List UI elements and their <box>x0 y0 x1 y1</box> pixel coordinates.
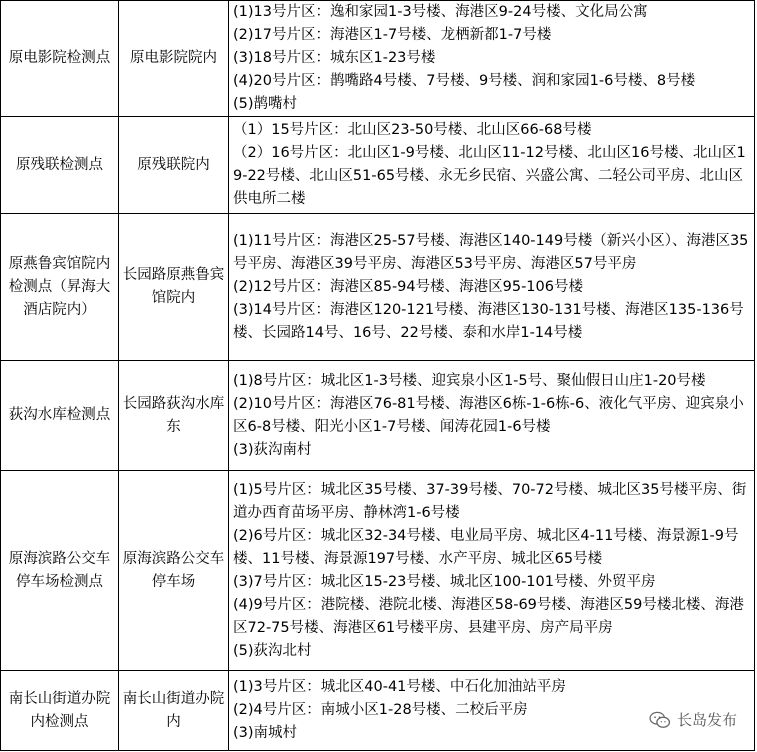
table-row <box>1 117 755 214</box>
area-list <box>229 471 755 671</box>
table-row <box>1 361 755 471</box>
site-name: 原残联检测点 <box>1 117 119 214</box>
area-list <box>229 117 755 214</box>
area-item: （1）15号片区：北山区23-50号楼、北山区66-68号楼 <box>233 122 592 138</box>
area-item: (3)14号片区：海港区120-121号楼、海港区130-131号楼、海港区135-136号楼、长园路14号、16号、22号楼、泰和水岸1-14号楼 <box>233 301 744 341</box>
watermark <box>647 709 739 730</box>
table-row <box>1 671 755 751</box>
site-name: 原海滨路公交车停车场检测点 <box>1 471 119 671</box>
area-item: (1)13号片区：逸和家园1-3号楼、海港区9-24号楼、文化局公寓 <box>233 4 648 20</box>
area-list <box>229 214 755 361</box>
area-item: (2)10号片区：海港区76-81号楼、海港区6栋-1-6栋-6、液化气平房、迎宾泉小区6-8号楼、阳光小区1-7号楼、闻涛花园1-6号楼 <box>233 395 744 435</box>
site-name: 荻沟水库检测点 <box>1 361 119 471</box>
site-location: 原电影院院内 <box>119 1 229 117</box>
site-name: 原燕鲁宾馆院内检测点（昇海大酒店院内） <box>1 214 119 361</box>
site-name: 原电影院检测点 <box>1 1 119 117</box>
area-item: (1)5号片区：城北区35号楼、37-39号楼、70-72号楼、城北区35号楼平房、街道办西育苗场平房、静林湾1-6号楼 <box>233 481 747 521</box>
site-location: 原海滨路公交车停车场 <box>119 471 229 671</box>
area-item: (1)3号片区：城北区40-41号楼、中石化加油站平房 <box>233 679 566 695</box>
area-item: (4)9号片区：港院楼、港院北楼、海港区58-69号楼、海港区59号楼北楼、海港区72-75号楼、海港区61号楼平房、县建平房、房产局平房 <box>233 596 744 636</box>
area-item: (5)荻沟北村 <box>233 642 312 659</box>
area-item: （2）16号片区：北山区1-9号楼、北山区11-12号楼、北山区16号楼、北山区19-22号楼、北山区51-65号楼、永无乡民宿、兴盛公寓、二轻公司平房、北山区供电所二楼 <box>233 145 746 207</box>
area-item: (5)鹊嘴村 <box>233 96 298 112</box>
area-item: (2)12号片区：海港区85-94号楼、海港区95-106号楼 <box>233 278 583 295</box>
area-item: (2)17号片区：海港区1-7号楼、龙栖新都1-7号楼 <box>233 27 552 43</box>
watermark-text: 长岛发布 <box>676 711 737 729</box>
area-item: (3)南城村 <box>233 725 298 741</box>
area-item: (3)18号片区：城东区1-23号楼 <box>233 50 436 66</box>
area-item: (3)7号片区：城北区15-23号楼、城北区100-101号楼、外贸平房 <box>233 573 656 590</box>
site-location: 长园路原燕鲁宾馆院内 <box>119 214 229 361</box>
area-item: (3)荻沟南村 <box>233 441 312 458</box>
wechat-icon <box>649 711 671 729</box>
area-item: (2)4号片区：南城小区1-28号楼、二校后平房 <box>233 702 528 718</box>
site-location: 南长山街道办院内 <box>119 671 229 751</box>
table-row <box>1 214 755 361</box>
site-location: 原残联院内 <box>119 117 229 214</box>
area-list <box>229 1 755 117</box>
site-location: 长园路荻沟水库东 <box>119 361 229 471</box>
table-row <box>1 1 755 117</box>
area-item: (1)8号片区：城北区1-3号楼、迎宾泉小区1-5号、聚仙假日山庄1-20号楼 <box>233 372 706 389</box>
area-list <box>229 361 755 471</box>
area-item: (4)20号片区：鹊嘴路4号楼、7号楼、9号楼、润和家园1-6号楼、8号楼 <box>233 73 696 89</box>
area-item: (2)6号片区：城北区32-34号楼、电业局平房、城北区4-11号楼、海景源1-9号楼、11号楼、海景源197号楼、水产平房、城北区65号楼 <box>233 527 739 567</box>
table-row <box>1 471 755 671</box>
site-name: 南长山街道办院内检测点 <box>1 671 119 751</box>
area-item: (1)11号片区：海港区25-57号楼、海港区140-149号楼（新兴小区）、海港区35号平房、海港区39号平房、海港区53号平房、海港区57号平房 <box>233 232 749 272</box>
